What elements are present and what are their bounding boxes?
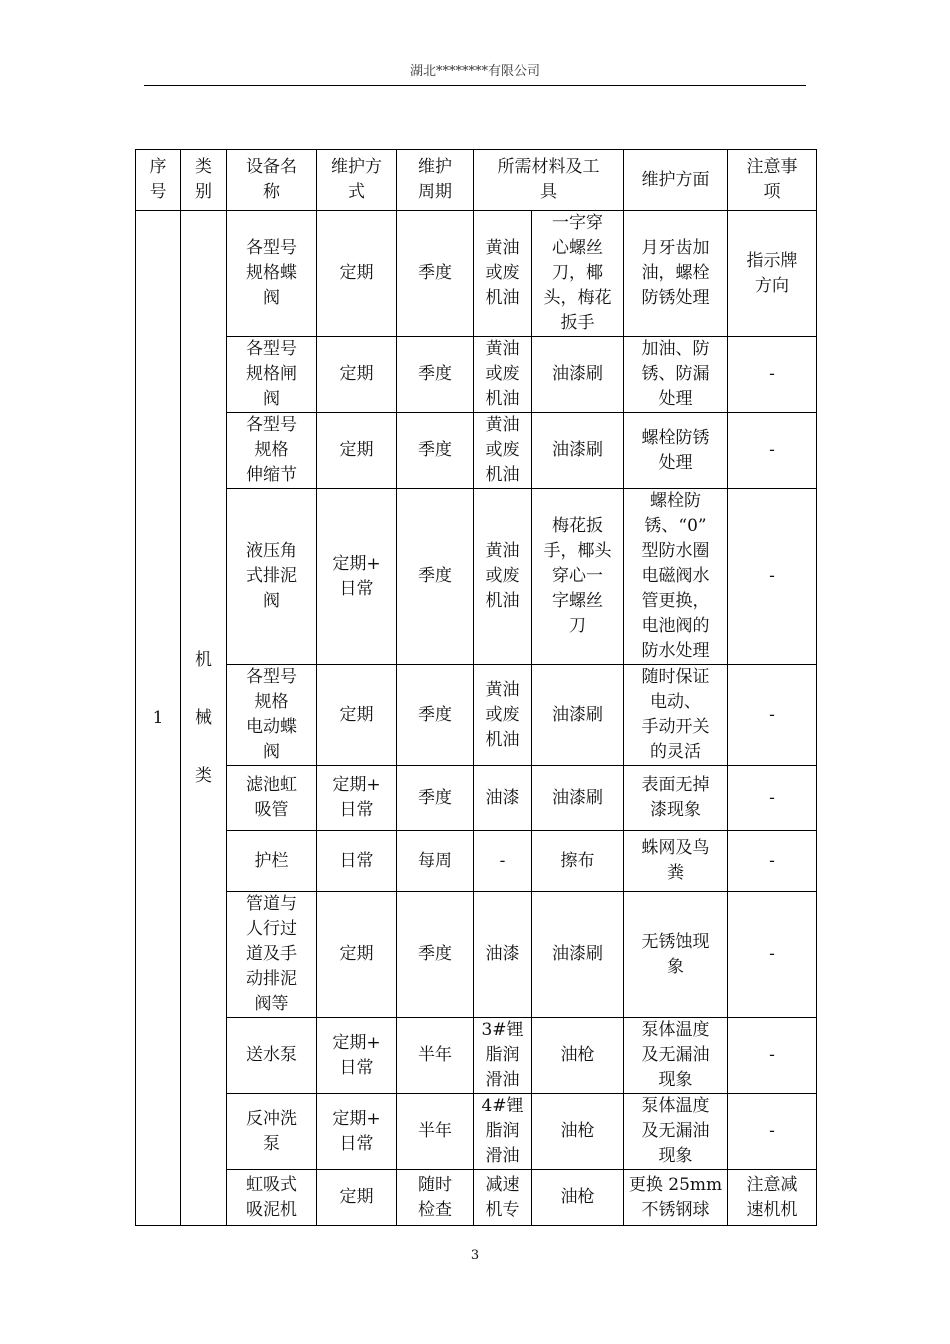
cell-period: 季度 <box>397 892 474 1018</box>
cell-tool: 油漆刷 <box>532 413 624 489</box>
cell-note: - <box>728 413 817 489</box>
cell-equipment-name: 送水泵 <box>227 1018 317 1094</box>
cell-note: - <box>728 1018 817 1094</box>
cell-period: 半年 <box>397 1018 474 1094</box>
cell-mode: 定期 <box>317 665 397 766</box>
cell-material: 黄油 或废 机油 <box>474 211 532 337</box>
cell-mode: 定期+ 日常 <box>317 1094 397 1170</box>
cell-mode: 定期+ 日常 <box>317 489 397 665</box>
header-maintenance-aspect: 维护方面 <box>624 150 728 211</box>
cell-tool: 梅花扳 手，椰头 穿心一 字螺丝 刀 <box>532 489 624 665</box>
cell-equipment-name: 各型号 规格 电动蝶 阀 <box>227 665 317 766</box>
cell-material: 黄油 或废 机油 <box>474 665 532 766</box>
table-row <box>136 665 817 766</box>
header-seq: 序 号 <box>136 150 181 211</box>
group-category: 机 械 类 <box>181 211 227 1226</box>
table-row <box>136 1018 817 1094</box>
header-materials-tools: 所需材料及工 具 <box>474 150 624 211</box>
cell-mode: 定期 <box>317 413 397 489</box>
cell-mode: 定期 <box>317 211 397 337</box>
table-row <box>136 1094 817 1170</box>
page-number: 3 <box>470 1248 480 1263</box>
cell-material: 黄油 或废 机油 <box>474 337 532 413</box>
cell-period: 随时 检查 <box>397 1170 474 1226</box>
cell-equipment-name: 液压角 式排泥 阀 <box>227 489 317 665</box>
header-maintenance-mode: 维护方 式 <box>317 150 397 211</box>
cell-aspect: 螺栓防 锈、“0” 型防水圈 电磁阀水 管更换， 电池阀的 防水处理 <box>624 489 728 665</box>
cell-aspect: 泵体温度 及无漏油 现象 <box>624 1018 728 1094</box>
cell-aspect: 表面无掉 漆现象 <box>624 766 728 831</box>
group-seq-number: 1 <box>136 211 181 1226</box>
cell-mode: 定期 <box>317 337 397 413</box>
cell-aspect: 无锈蚀现 象 <box>624 892 728 1018</box>
cell-aspect: 螺栓防锈 处理 <box>624 413 728 489</box>
cell-note: 注意减 速机机 <box>728 1170 817 1226</box>
cell-tool: 油漆刷 <box>532 665 624 766</box>
cell-material: - <box>474 831 532 892</box>
cell-note: - <box>728 1094 817 1170</box>
cell-equipment-name: 反冲洗 泵 <box>227 1094 317 1170</box>
cell-tool: 擦布 <box>532 831 624 892</box>
company-name: 湖北********有限公司 <box>409 64 540 79</box>
header-notes: 注意事 项 <box>728 150 817 211</box>
cell-tool: 油漆刷 <box>532 766 624 831</box>
cell-tool: 一字穿 心螺丝 刀，椰 头，梅花 扳手 <box>532 211 624 337</box>
cell-period: 每周 <box>397 831 474 892</box>
cell-aspect: 加油、防 锈、防漏 处理 <box>624 337 728 413</box>
cell-period: 季度 <box>397 665 474 766</box>
cell-note: - <box>728 337 817 413</box>
header-maintenance-period: 维护 周期 <box>397 150 474 211</box>
cell-note: - <box>728 766 817 831</box>
cell-aspect: 随时保证 电动、 手动开关 的灵活 <box>624 665 728 766</box>
cell-equipment-name: 各型号 规格蝶 阀 <box>227 211 317 337</box>
cell-equipment-name: 各型号 规格闸 阀 <box>227 337 317 413</box>
cell-mode: 定期 <box>317 1170 397 1226</box>
cell-aspect: 月牙齿加 油，螺栓 防锈处理 <box>624 211 728 337</box>
cell-mode: 定期 <box>317 892 397 1018</box>
table-row <box>136 892 817 1018</box>
table-row <box>136 489 817 665</box>
cell-equipment-name: 管道与 人行过 道及手 动排泥 阀等 <box>227 892 317 1018</box>
cell-period: 季度 <box>397 766 474 831</box>
cell-tool: 油枪 <box>532 1170 624 1226</box>
cell-note: - <box>728 831 817 892</box>
cell-equipment-name: 护栏 <box>227 831 317 892</box>
cell-note: - <box>728 665 817 766</box>
cell-material: 3#锂 脂润 滑油 <box>474 1018 532 1094</box>
cell-equipment-name: 各型号 规格 伸缩节 <box>227 413 317 489</box>
page-header <box>144 60 806 86</box>
table-row <box>136 766 817 831</box>
cell-mode: 定期+ 日常 <box>317 1018 397 1094</box>
cell-period: 季度 <box>397 211 474 337</box>
cell-period: 半年 <box>397 1094 474 1170</box>
cell-material: 黄油 或废 机油 <box>474 489 532 665</box>
cell-tool: 油枪 <box>532 1018 624 1094</box>
table-row <box>136 1170 817 1226</box>
cell-equipment-name: 虹吸式 吸泥机 <box>227 1170 317 1226</box>
cell-note: - <box>728 489 817 665</box>
cell-aspect: 更换 25mm 不锈钢球 <box>624 1170 728 1226</box>
cell-tool: 油枪 <box>532 1094 624 1170</box>
table-row <box>136 413 817 489</box>
cell-material: 黄油 或废 机油 <box>474 413 532 489</box>
cell-tool: 油漆刷 <box>532 892 624 1018</box>
table-row <box>136 337 817 413</box>
cell-tool: 油漆刷 <box>532 337 624 413</box>
cell-material: 4#锂 脂润 滑油 <box>474 1094 532 1170</box>
maintenance-table <box>135 149 817 1226</box>
cell-aspect: 蛛网及鸟 粪 <box>624 831 728 892</box>
cell-mode: 日常 <box>317 831 397 892</box>
table-row <box>136 211 817 337</box>
cell-mode: 定期+ 日常 <box>317 766 397 831</box>
header-category: 类 别 <box>181 150 227 211</box>
cell-period: 季度 <box>397 337 474 413</box>
table-row <box>136 831 817 892</box>
cell-material: 减速 机专 <box>474 1170 532 1226</box>
cell-material: 油漆 <box>474 766 532 831</box>
cell-material: 油漆 <box>474 892 532 1018</box>
cell-note: 指示牌 方向 <box>728 211 817 337</box>
table-header-row <box>136 150 817 211</box>
cell-period: 季度 <box>397 489 474 665</box>
cell-aspect: 泵体温度 及无漏油 现象 <box>624 1094 728 1170</box>
cell-equipment-name: 滤池虹 吸管 <box>227 766 317 831</box>
cell-period: 季度 <box>397 413 474 489</box>
header-equipment-name: 设备名 称 <box>227 150 317 211</box>
cell-note: - <box>728 892 817 1018</box>
